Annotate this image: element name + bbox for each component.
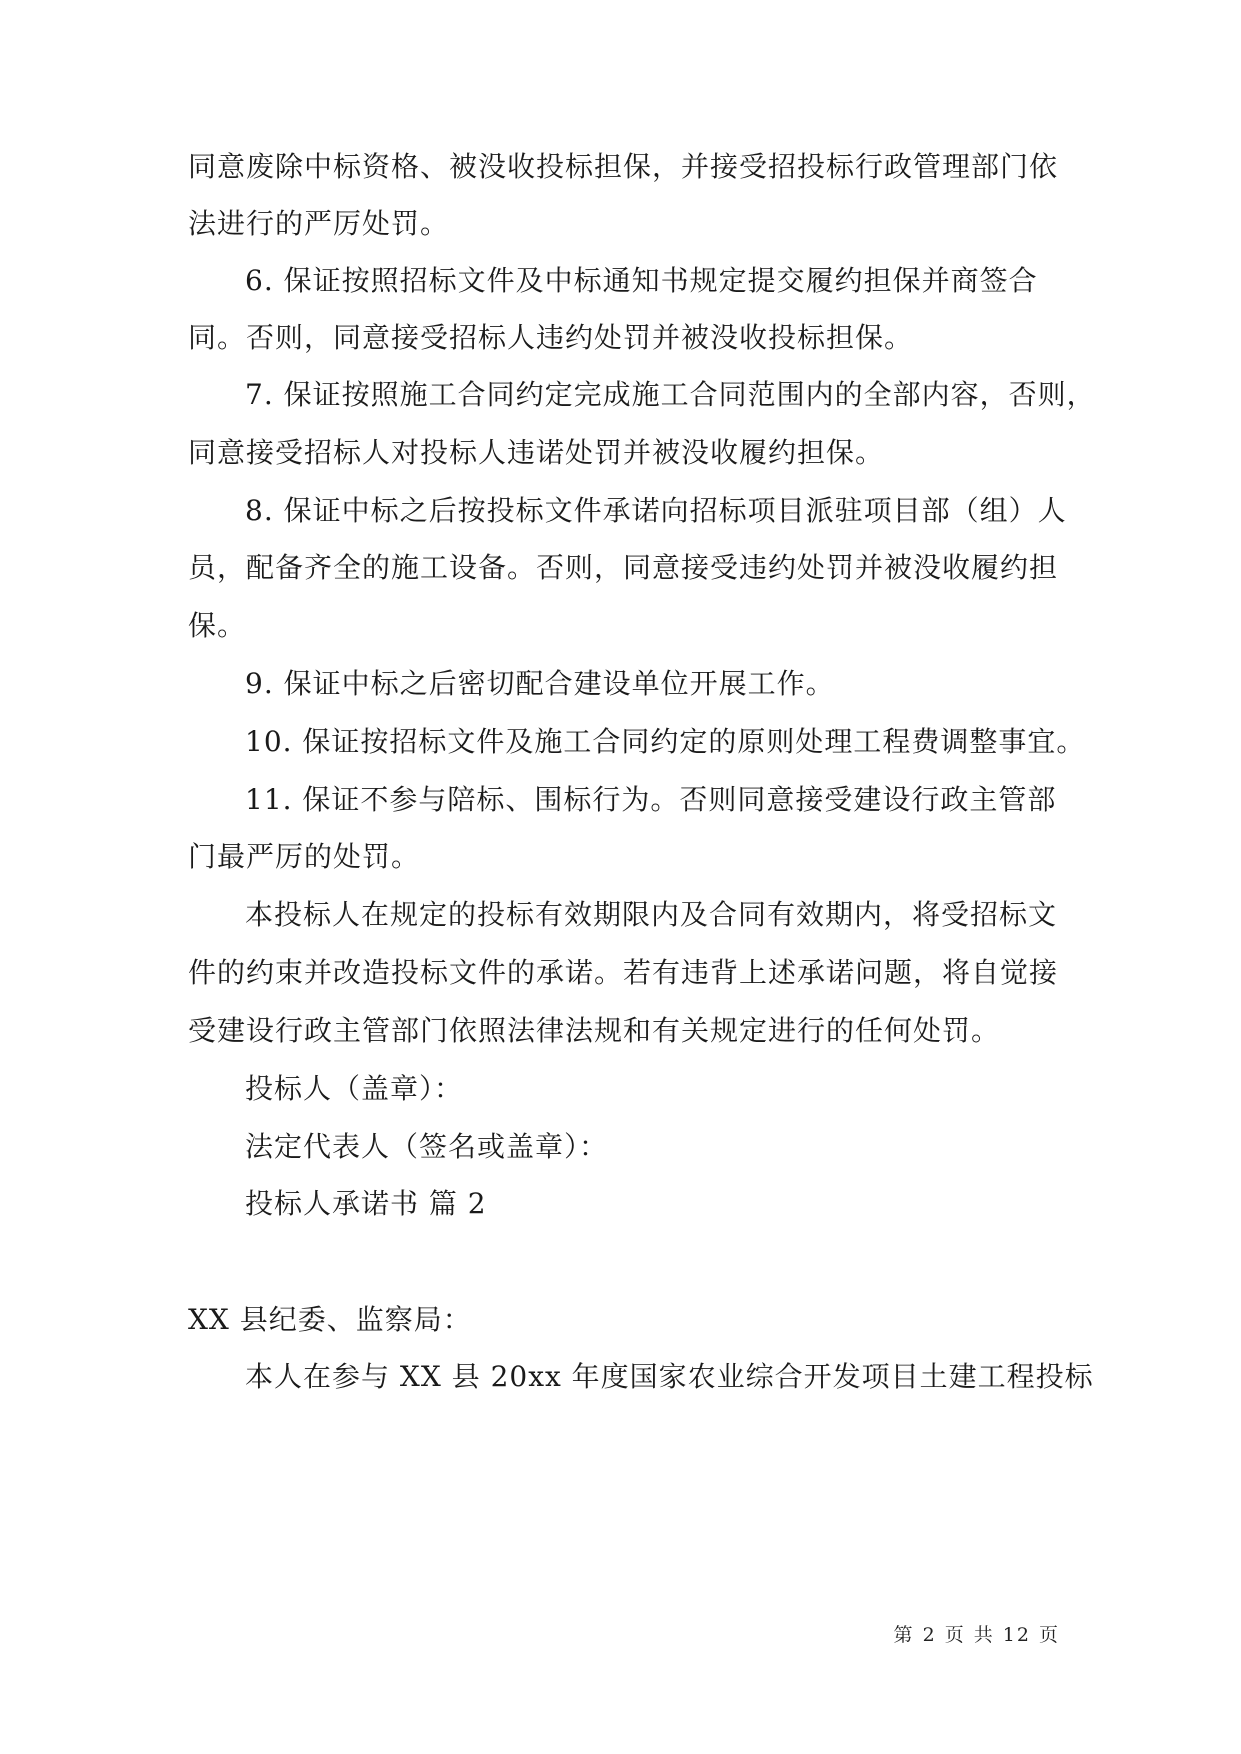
text-line: XX 县纪委、监察局： <box>188 1303 472 1336</box>
text-line: 本人在参与 XX 县 20xx 年度国家农业综合开发项目土建工程投标 <box>245 1360 1094 1393</box>
text-line: 同意接受招标人对投标人违诺处罚并被没收履约担保。 <box>188 436 885 469</box>
text-line: 7. 保证按照施工合同约定完成施工合同范围内的全部内容，否则， <box>245 378 1096 411</box>
text-line: 受建设行政主管部门依照法律法规和有关规定进行的任何处罚。 <box>188 1014 1001 1047</box>
text-line: 同。否则，同意接受招标人违约处罚并被没收投标担保。 <box>188 321 914 354</box>
text-line: 投标人（盖章）： <box>245 1072 464 1105</box>
text-line: 9. 保证中标之后密切配合建设单位开展工作。 <box>245 667 835 700</box>
text-line: 10. 保证按招标文件及施工合同约定的原则处理工程费调整事宜。 <box>245 725 1086 758</box>
text-line: 员，配备齐全的施工设备。否则，同意接受违约处罚并被没收履约担 <box>188 551 1059 584</box>
text-line: 门最严厉的处罚。 <box>188 840 421 873</box>
text-line: 本投标人在规定的投标有效期限内及合同有效期内，将受招标文 <box>245 898 1058 931</box>
text-line: 法定代表人（签名或盖章）： <box>245 1130 609 1163</box>
text-line: 11. 保证不参与陪标、围标行为。否则同意接受建设行政主管部 <box>245 783 1057 816</box>
section-heading: 投标人承诺书 篇 2 <box>245 1187 487 1220</box>
text-line: 保。 <box>188 609 247 642</box>
text-line: 法进行的严厉处罚。 <box>188 207 450 240</box>
page-footer: 第 2 页 共 12 页 <box>893 1624 1060 1646</box>
text-line: 同意废除中标资格、被没收投标担保，并接受招投标行政管理部门依 <box>188 150 1059 183</box>
text-line: 6. 保证按照招标文件及中标通知书规定提交履约担保并商签合 <box>245 264 1038 297</box>
text-line: 件的约束并改造投标文件的承诺。若有违背上述承诺问题，将自觉接 <box>188 956 1059 989</box>
text-line: 8. 保证中标之后按投标文件承诺向招标项目派驻项目部（组）人 <box>245 494 1067 527</box>
